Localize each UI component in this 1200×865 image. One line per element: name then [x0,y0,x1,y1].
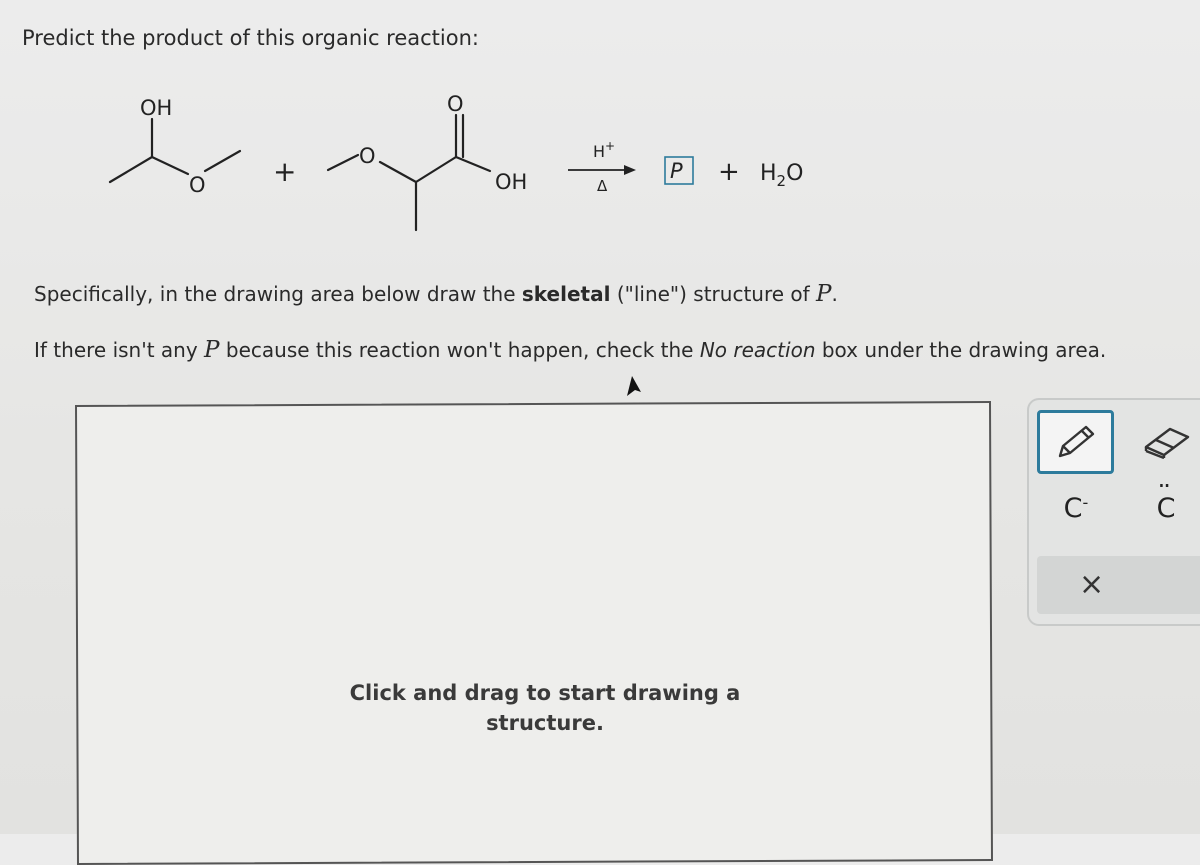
product-p-label: P [670,159,683,183]
reactant2-ester-o-label: O [359,144,376,168]
clear-button[interactable] [1037,556,1200,614]
instruction-skeletal: Specifically, in the drawing area below draw the skeletal ("line") structure of P. [34,281,838,307]
reactant-2 [328,115,490,230]
drawing-area[interactable] [75,401,993,865]
heat-label: Δ [597,177,608,195]
reactant1-o-label: O [189,173,206,197]
carbanion-tool-button[interactable]: C - [1063,492,1089,524]
reactant1-oh-label: OH [140,96,173,120]
water-label: $H_2O$ [760,161,804,190]
reactant-1 [110,119,240,182]
instruction-no-reaction: If there isn't any P because this reaction won't happen, check the No reaction box under the drawing area. [34,337,1107,363]
drawing-hint: Click and drag to start drawing a structure. [349,681,741,735]
question-prompt: Predict the product of this organic reaction: [22,26,479,50]
reactant2-ketone-o-label: O [447,92,464,116]
plus-sign-1: + [273,155,297,188]
carbene-tool-button[interactable]: ·· C [1141,488,1191,528]
reaction-arrow [568,165,636,175]
close-icon: × [1079,567,1105,602]
reaction-scheme [90,85,850,245]
drawing-toolbar [1027,398,1200,626]
plus-sign-2: + [718,157,740,187]
pencil-icon [1054,424,1098,460]
eraser-icon [1142,425,1192,459]
mouse-cursor-icon [624,375,644,401]
catalyst-label: H+ [593,139,616,161]
reaction-diagram [90,85,850,245]
eraser-tool-button[interactable] [1139,414,1195,470]
reactant2-oh-label: OH [495,170,528,194]
pencil-tool-button[interactable] [1037,410,1114,474]
